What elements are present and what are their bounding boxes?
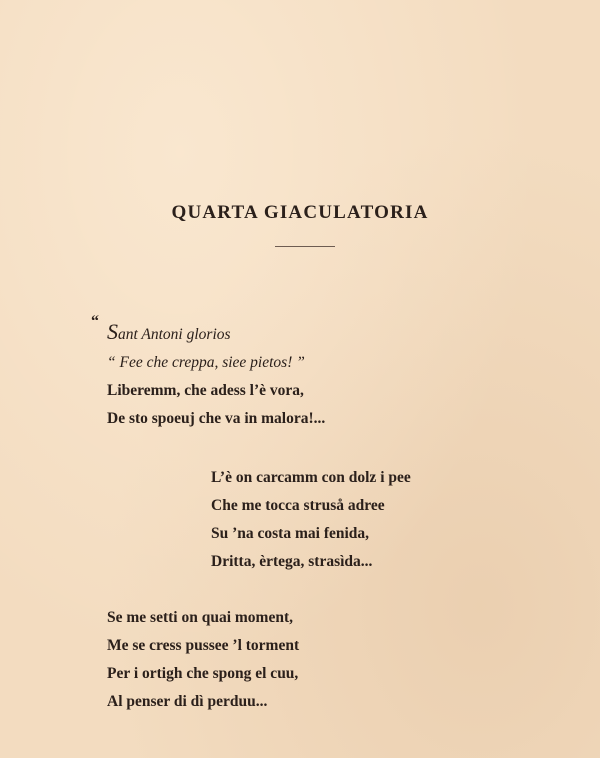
poem-line: Me se cress pussee ’l torment: [107, 637, 300, 654]
stanza-2: [211, 464, 411, 576]
poem-line: [107, 318, 325, 349]
poem-line: Che me tocca struså adree: [211, 497, 385, 514]
title-divider: [275, 246, 335, 247]
drop-cap: S: [107, 319, 118, 344]
stanza-1: [107, 318, 325, 433]
poem-line: L’è on carcamm con dolz i pee: [211, 469, 411, 486]
poem-line: “ Fee che creppa, siee pietos! ”: [107, 354, 305, 371]
stanza-3: [107, 604, 299, 716]
poem-title: QUARTA GIACULATORIA: [171, 202, 429, 223]
poem-line-text: ant Antoni glorios: [118, 326, 231, 343]
poem-line: Su ’na costa mai fenida,: [211, 525, 370, 542]
poem-line: Per i ortigh che spong el cuu,: [107, 665, 299, 682]
poem-line: Liberemm, che adess l’è vora,: [107, 382, 304, 399]
poem-line: Dritta, èrtega, strasìda...: [211, 553, 373, 570]
poem-line: De sto spoeuj che va in malora!...: [107, 410, 326, 427]
poem-line: Se me setti on quai moment,: [107, 609, 293, 626]
opening-quote-mark: “: [91, 313, 99, 330]
poem-line: Al penser di dì perduu...: [107, 693, 268, 710]
